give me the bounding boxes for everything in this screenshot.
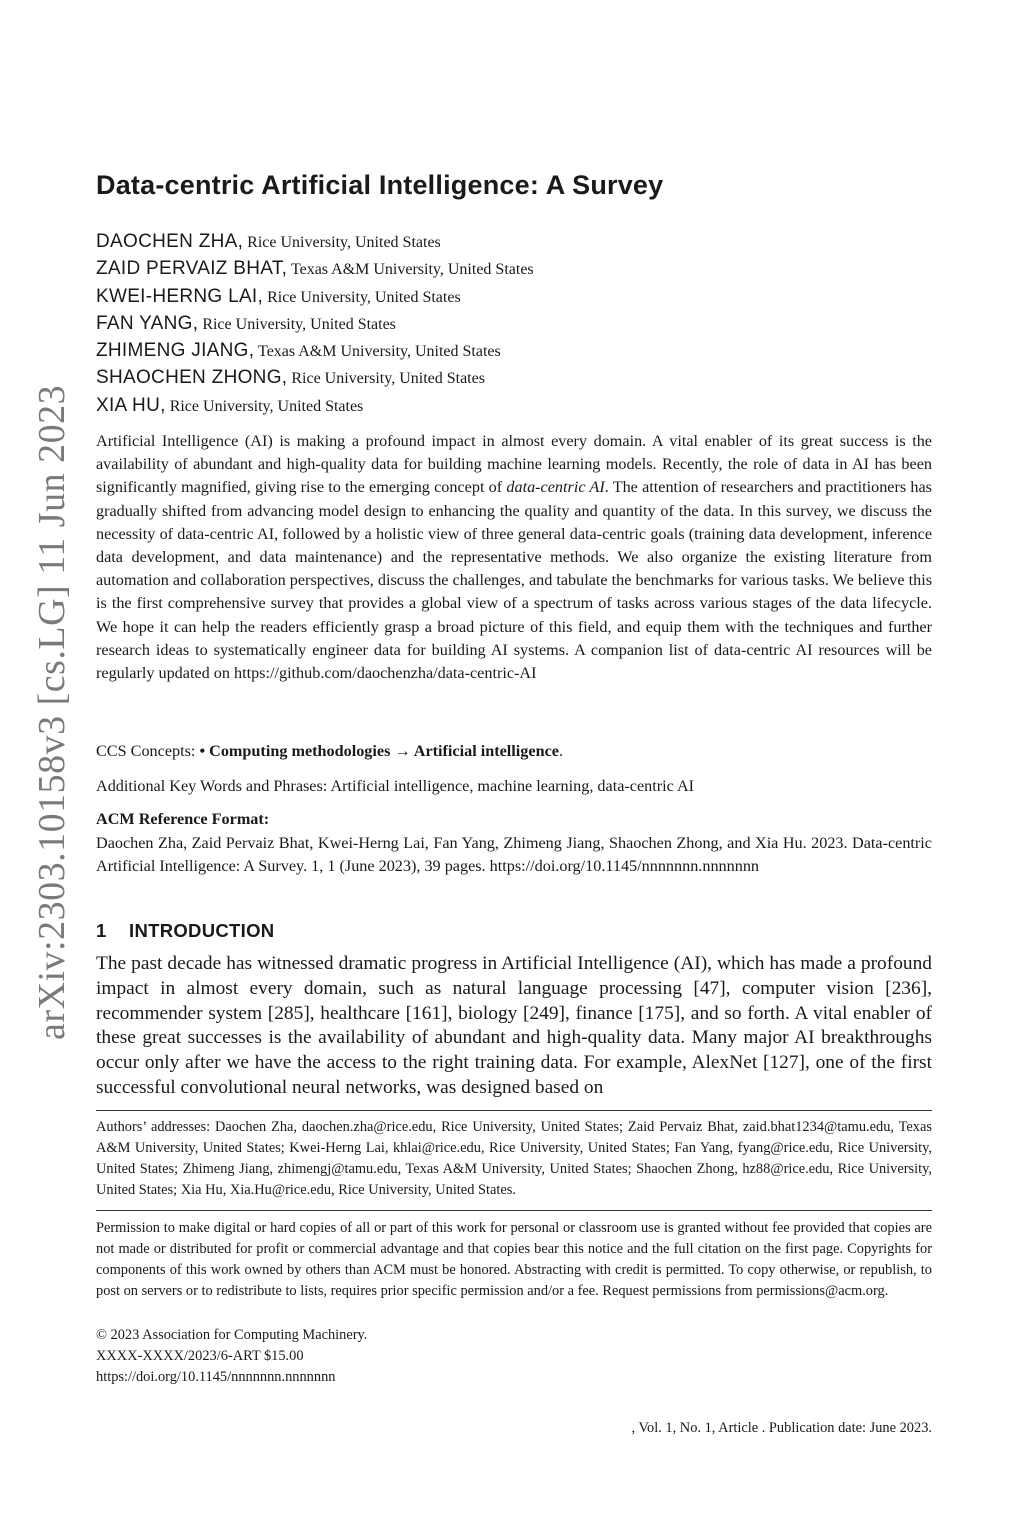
author-entry (96, 310, 932, 337)
reference-format-text: Daochen Zha, Zaid Pervaiz Bhat, Kwei-Herng Lai, Fan Yang, Zhimeng Jiang, Shaochen Zhong, and Xia Hu. 2023. Data-centric Artificial Intelligence: A Survey. 1, 1 (June 2023), 39 pages. https://doi.org/10.1145/nnnnnnn.nnnnnnn (96, 834, 932, 875)
author-affiliation: Rice University, United States (267, 288, 461, 306)
author-list (96, 228, 932, 419)
ccs-concepts (96, 740, 932, 763)
abstract-emphasis: data-centric AI (506, 478, 605, 497)
ccs-concept: • Computing methodologies → Artificial intelligence (199, 742, 559, 760)
publication-meta (96, 1325, 932, 1388)
arxiv-stamp: arXiv:2303.10158v3 [cs.LG] 11 Jun 2023 (31, 384, 73, 1040)
author-name: KWEI-HERNG LAI, (96, 285, 264, 307)
author-name: SHAOCHEN ZHONG, (96, 367, 288, 389)
ccs-end: . (558, 742, 563, 760)
authors-addresses: Authors’ addresses: Daochen Zha, daochen.zha@rice.edu, Rice University, United States; Zaid Pervaiz Bhat, zaid.bhat1234@tamu.edu, Texas A&M University, United States; Kwei-Herng Lai, khlai@rice.edu, Rice University, United States; Fan Yang, fyang@rice.edu, Rice University, United States; Zhimeng Jiang, zhimengj@tamu.edu, Texas A&M University, United States; Shaochen Zhong, hz88@rice.edu, Rice University, United States; Xia Hu, Xia.Hu@rice.edu, Rice University, United States. (96, 1119, 932, 1198)
author-entry (96, 255, 932, 282)
author-affiliation: Rice University, United States (202, 315, 396, 333)
keywords: Additional Key Words and Phrases: Artificial intelligence, machine learning, data-centric AI (96, 777, 695, 795)
copyright-line: © 2023 Association for Computing Machinery. (96, 1327, 368, 1343)
doi-link[interactable]: https://doi.org/10.1145/nnnnnnn.nnnnnnn (96, 1369, 336, 1385)
author-name: ZHIMENG JIANG, (96, 340, 255, 362)
introduction-text: The past decade has witnessed dramatic progress in Artificial Intelligence (AI), which has made a profound impact in almost every domain, such as natural language processing [47], computer vision [236], recommender system [285], healthcare [161], biology [249], finance [175], and so forth. A vital enabler of these great successes is the availability of abundant and high-quality data. Many major AI breakthroughs occur only after we have the access to the right training data. For example, AlexNet [127], one of the first successful convolutional neural networks, was designed based on (96, 953, 932, 1098)
author-affiliation: Texas A&M University, United States (290, 261, 534, 279)
author-entry (96, 364, 932, 391)
ccs-label: CCS Concepts: (96, 742, 200, 760)
author-name: XIA HU, (96, 394, 166, 416)
section-number: 1 (96, 920, 107, 941)
author-name: FAN YANG, (96, 312, 199, 334)
author-affiliation: Rice University, United States (291, 370, 485, 388)
footnote-divider (96, 1110, 932, 1111)
section-title: INTRODUCTION (129, 920, 275, 941)
author-affiliation: Rice University, United States (247, 234, 441, 251)
author-entry (96, 283, 932, 310)
permission-divider (96, 1210, 932, 1211)
permission-notice: Permission to make digital or hard copies of all or part of this work for personal or classroom use is granted without fee provided that copies are not made or distributed for profit or commercial advantage and that copies bear this notice and the full citation on the first page. Copyrights for components of this work owned by others than ACM must be honored. Abstracting with credit is permitted. To copy otherwise, or republish, to post on servers or to redistribute to lists, requires prior specific permission and/or a fee. Request permissions from permissions@acm.org. (96, 1220, 932, 1299)
author-entry (96, 392, 932, 419)
issn-line: XXXX-XXXX/2023/6-ART $15.00 (96, 1348, 304, 1364)
abstract (96, 430, 932, 685)
author-name: ZAID PERVAIZ BHAT, (96, 258, 288, 280)
paper-title: Data-centric Artificial Intelligence: A Survey (96, 170, 664, 200)
author-affiliation: Rice University, United States (169, 397, 364, 415)
author-affiliation: Texas A&M University, United States (258, 343, 501, 361)
author-name: DAOCHEN ZHA, (96, 231, 244, 252)
reference-format-heading: ACM Reference Format: (96, 810, 270, 828)
author-entry (96, 337, 932, 364)
abstract-text-continued: . The attention of researchers and practitioners has gradually shifted from advancing model design to enhancing the quality and quantity of the data. In this survey, we discuss the necessity of data-centric AI, followed by a holistic view of three general data-centric goals (training data development, inference data development, and data maintenance) and the representative methods. We also organize the existing literature from automation and collaboration perspectives, discuss the challenges, and tabulate the benchmarks for various tasks. We believe this is the first comprehensive survey that provides a global view of a spectrum of tasks across various stages of the data lifecycle. We hope it can help the readers efficiently grasp a broad picture of this field, and equip them with the techniques and further research ideas to systematically engineer data for building AI systems. A companion list of data-centric AI resources will be regularly updated on https://github.com/daochenzha/data-centric-AI (96, 478, 932, 683)
section-heading (96, 920, 932, 942)
author-entry (96, 228, 932, 255)
abstract-text: Artificial Intelligence (AI) is making a profound impact in almost every domain. A vital enabler of its great success is the availability of abundant and high-quality data for building machine learning models. Recently, the role of data in AI has been significantly magnified, giving rise to the emerging concept of (96, 432, 932, 497)
page-footer: , Vol. 1, No. 1, Article . Publication date: June 2023. (631, 1420, 932, 1436)
